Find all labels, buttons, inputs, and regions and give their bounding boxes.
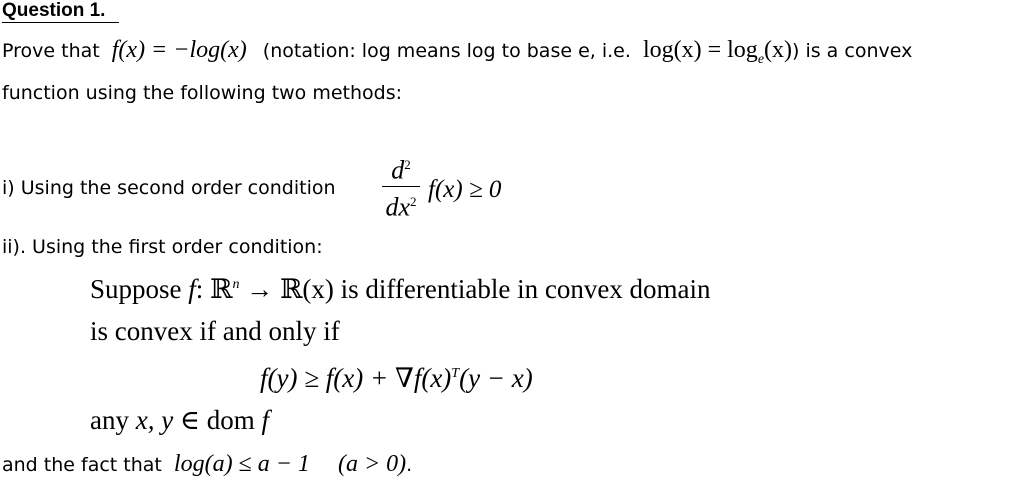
function-definition: f(x) = −log(x): [111, 37, 247, 63]
notation-text: (notation: log means log to base e, i.e.: [262, 40, 631, 62]
method-1-label: i) Using the second order condition: [2, 177, 336, 199]
fact-text: and the fact that: [2, 454, 162, 476]
is-convex-text: ) is a convex: [792, 40, 913, 62]
second-order-condition: f(x) ≥ 0: [428, 176, 502, 203]
convex-iff-statement: is convex if and only if: [90, 316, 340, 346]
fraction-numerator: $d^2$: [382, 150, 420, 187]
question-heading: Question 1.: [2, 0, 119, 23]
prove-that-text: Prove that: [2, 40, 100, 62]
log-inequality: log(a) ≤ a − 1: [173, 451, 310, 477]
first-order-inequality: $f(y) \ge f(x) + \nabla f(x)^T(y - x)$: [260, 363, 533, 393]
second-derivative-fraction: [382, 150, 420, 222]
log-definition: $\log(x) = \log_e(x)$: [642, 37, 793, 67]
suppose-statement: Suppose f: ℝ$^n$ → ℝ(x) is differentiable in convex domain: [90, 274, 711, 304]
fraction-denominator: $dx^2$: [385, 192, 417, 222]
fact-line: and the fact that log(a) ≤ a − 1 (a > 0).: [2, 451, 413, 477]
positivity-condition: (a > 0): [337, 451, 407, 477]
domain-statement: any x, y ∈ dom f: [90, 405, 269, 435]
method-2-label: ii). Using the first order condition:: [2, 236, 323, 258]
intro-line-2: function using the following two methods:: [2, 82, 403, 104]
intro-line-1: [2, 37, 912, 68]
